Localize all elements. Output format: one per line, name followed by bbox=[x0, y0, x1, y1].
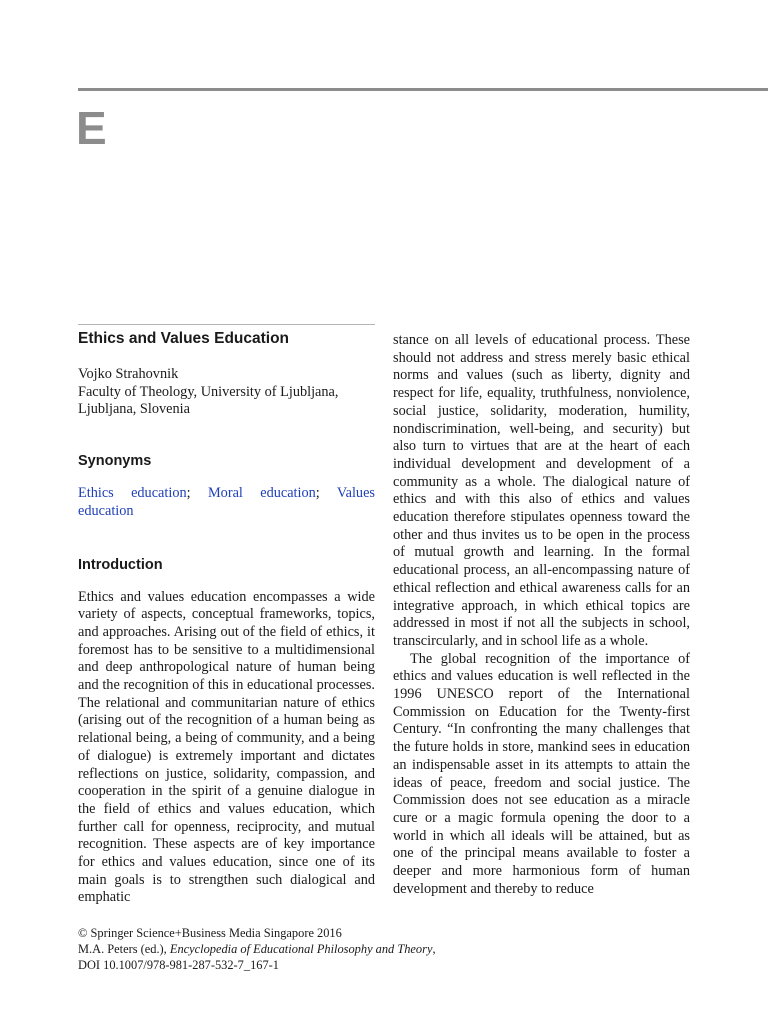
introduction-paragraph-2: The global recognition of the importance of ethics and values education is well reflected in the 1996 UNESCO report of the International Commission on Education for the Twenty-first Century. “In confronting the many challenges that the future holds in store, mankind sees in education an indispensable asset in its attempts to attain the ideas of peace, freedom and social justice. The Commission does not see education as a miracle cure or a magic formula opening the door to a world in which all ideals will be attained, but as one of the principal means available to foster a deeper and more harmonious form of human development and thereby to reduce bbox=[393, 650, 690, 897]
header-rule bbox=[78, 88, 768, 91]
synonyms-list bbox=[78, 485, 375, 520]
copyright-line: © Springer Science+Business Media Singapore 2016 bbox=[78, 926, 342, 940]
synonym-link-values-education[interactable]: Values education bbox=[78, 485, 375, 519]
synonym-separator: ; bbox=[186, 485, 191, 502]
affiliation-line-1: Faculty of Theology, University of Ljubljana, bbox=[78, 383, 339, 400]
affiliation-line-2: Ljubljana, Slovenia bbox=[78, 401, 190, 418]
synonym-link-moral-education[interactable]: Moral education bbox=[207, 485, 316, 502]
synonym-link-ethics-education[interactable]: Ethics education bbox=[78, 485, 187, 502]
author-block bbox=[78, 366, 375, 419]
author-name: Vojko Strahovnik bbox=[78, 366, 179, 382]
introduction-paragraph-1-continued: stance on all levels of educational process. These should not address and stress merely basic ethical norms and values (such as liberty, dignity and respect for life, equality, truthfulness, nonviolence, social justice, solidarity, moderation, humility, nondiscrimination, well-being, and security) but also turn to virtues that are at the heart of each individual development and development of a community as a whole. The dialogical nature of ethics and with this also of ethics and values education therefore stipulates openness toward the other and thus invites us to be open in the process of mutual growth and learning. In the formal educational process, an all-encompassing nature of ethical reflection and ethical awareness calls for an integrative approach, in which ethical topics are addressed in most if not all the subjects in school, transcircularly, and in school life as a whole. bbox=[393, 332, 690, 649]
citation-title: Encyclopedia of Educational Philosophy and Theory bbox=[169, 941, 433, 956]
citation-line bbox=[78, 942, 678, 958]
left-column bbox=[78, 329, 375, 907]
introduction-paragraph-1: Ethics and values education encompasses a wide variety of aspects, conceptual frameworks, topics, and approaches. Arising out of the field of ethics, it foremost has to be sensitive to a multidimensional and deep anthropological nature of human being and the recognition of this in educational processes. The relational and communitarian nature of ethics (arising out of the recognition of a human being as relational being, a being of community, and a being of dialogue) is extremely important and dictates reflections on justice, solidarity, compassion, and cooperation in the spirit of a genuine dialogue in the field of ethics and values education, which further call for openness, reciprocity, and mutual recognition. These aspects are of key importance for ethics and values education, since one of its main goals is to strengthen such dialogical and emphatic bbox=[78, 588, 375, 906]
citation-prefix: M.A. Peters (ed.), bbox=[78, 941, 170, 956]
citation-suffix: , bbox=[432, 941, 436, 956]
right-column bbox=[393, 332, 690, 899]
footer bbox=[78, 926, 678, 973]
synonyms-heading: Synonyms bbox=[78, 453, 152, 470]
doi-line: DOI 10.1007/978-981-287-532-7_167-1 bbox=[78, 957, 279, 972]
title-rule bbox=[78, 324, 375, 325]
section-letter: E bbox=[76, 102, 107, 154]
introduction-heading: Introduction bbox=[78, 556, 163, 573]
article-title: Ethics and Values Education bbox=[78, 330, 290, 347]
synonym-separator: ; bbox=[315, 485, 320, 502]
